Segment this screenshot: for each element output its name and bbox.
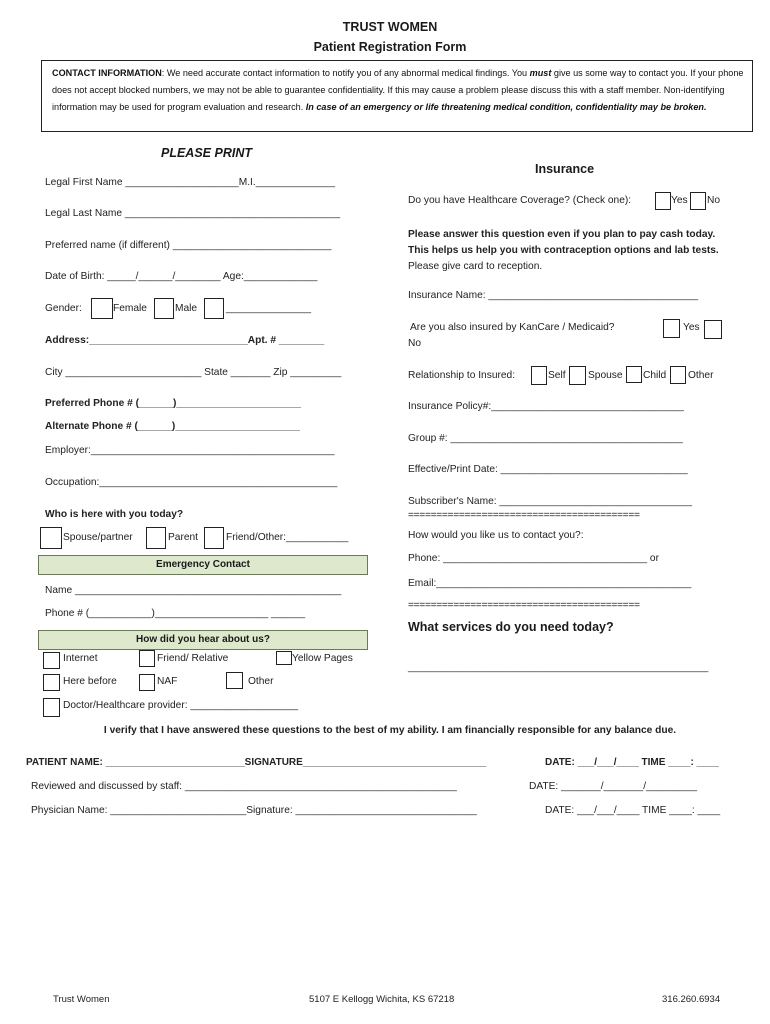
relationship-spouse-checkbox[interactable] [569, 366, 586, 385]
contact-preference-question: How would you like us to contact you?: [408, 530, 584, 541]
contact-information-notice [41, 60, 753, 132]
coverage-question: Do you have Healthcare Coverage? (Check one): [408, 195, 632, 206]
pay-cash-normal: Please give card to reception. [408, 261, 543, 272]
who-parent-checkbox[interactable] [146, 527, 166, 549]
kancare-yes-checkbox[interactable] [663, 319, 680, 338]
legal-first-name-field[interactable]: Legal First Name ____________________M.I.______________ [45, 177, 336, 188]
hear-doctor-field[interactable]: Doctor/Healthcare provider: ___________________ [63, 700, 299, 711]
relationship-other-label: Other [688, 370, 714, 381]
divider-1: ========================================= [408, 510, 640, 521]
coverage-yes-checkbox[interactable] [655, 192, 671, 210]
contact-phone-field[interactable]: Phone: ____________________________________ or [408, 553, 659, 564]
coverage-yes-label: Yes [671, 195, 688, 206]
hear-naf-checkbox[interactable] [139, 674, 155, 691]
gender-female-checkbox[interactable] [91, 298, 113, 319]
kancare-question: Are you also insured by KanCare / Medicaid? [410, 322, 615, 333]
physician-date-time-field[interactable]: DATE: ___/___/____ TIME ____: ____ [545, 805, 721, 816]
hear-friend-label: Friend/ Relative [157, 653, 229, 664]
notice-text-1: : We need accurate contact information to notify you of any abnormal medical findings. You [161, 68, 530, 78]
how-did-you-hear-bar: How did you hear about us? [38, 630, 368, 650]
hear-doctor-checkbox[interactable] [43, 698, 60, 717]
hear-internet-checkbox[interactable] [43, 652, 60, 669]
hear-other-label: Other [248, 676, 274, 687]
divider-2: ========================================= [408, 600, 640, 611]
notice-must: must [529, 68, 552, 78]
kancare-yes-label: Yes [683, 322, 700, 333]
notice-label: CONTACT INFORMATION [52, 68, 162, 78]
alternate-phone-field[interactable]: Alternate Phone # (______)______________________ [45, 421, 300, 432]
notice-emergency: In case of an emergency or life threatening medical condition, confidentiality may be broken. [305, 102, 707, 112]
legal-last-name-field[interactable]: Legal Last Name ______________________________________ [45, 208, 341, 219]
hear-other-checkbox[interactable] [226, 672, 243, 689]
relationship-spouse-label: Spouse [588, 370, 623, 381]
coverage-no-label: No [707, 195, 721, 206]
hear-yellow-pages-label: Yellow Pages [292, 653, 353, 664]
notice-text-2: give us some way to contact you. If your phone does not accept blocked numbers, we may not be able to guarantee confidentiality. If this may cause a problem please discuss this with a staff member. Non-identifying information may be used for program evaluation and research. [52, 68, 744, 112]
services-heading: What services do you need today? [408, 620, 614, 634]
gender-female-label: Female [113, 303, 147, 314]
kancare-no-checkbox[interactable] [704, 320, 722, 339]
emergency-contact-bar: Emergency Contact [38, 555, 368, 575]
contact-email-field[interactable]: Email:_____________________________________________ [408, 578, 692, 589]
emergency-phone-field[interactable]: Phone # (___________)____________________ ______ [45, 608, 306, 619]
date-of-birth-field[interactable]: Date of Birth: _____/______/________ Age:_____________ [45, 271, 318, 282]
who-spouse-checkbox[interactable] [40, 527, 62, 549]
patient-date-time-field[interactable]: DATE: ___/___/____ TIME ____: ____ [545, 757, 719, 768]
reviewed-by-staff-field[interactable]: Reviewed and discussed by staff: ________________________________________________ [31, 781, 457, 792]
please-print-heading: PLEASE PRINT [161, 146, 252, 160]
hear-naf-label: NAF [157, 676, 178, 687]
gender-male-label: Male [175, 303, 198, 314]
relationship-other-checkbox[interactable] [670, 366, 686, 384]
who-friend-field[interactable]: Friend/Other:___________ [226, 532, 349, 543]
occupation-field[interactable]: Occupation:__________________________________________ [45, 477, 338, 488]
physician-name-signature-field[interactable]: Physician Name: ________________________Signature: ________________________________ [31, 805, 477, 816]
gender-male-checkbox[interactable] [154, 298, 174, 319]
verification-statement: I verify that I have answered these questions to the best of my ability. I am financially responsible for any balance due. [103, 725, 677, 736]
pay-cash-bold: Please answer this question even if you plan to pay cash today. This helps us help you with contraception options and lab tests. [408, 229, 719, 256]
footer-address: 5107 E Kellogg Wichita, KS 67218 [309, 994, 455, 1005]
who-friend-checkbox[interactable] [204, 527, 224, 549]
effective-date-field[interactable]: Effective/Print Date: _________________________________ [408, 464, 688, 475]
relationship-child-label: Child [643, 370, 667, 381]
reviewed-date-field[interactable]: DATE: _______/_______/_________ [529, 781, 698, 792]
hear-internet-label: Internet [63, 653, 98, 664]
relationship-self-checkbox[interactable] [531, 366, 547, 385]
relationship-label: Relationship to Insured: [408, 370, 516, 381]
hear-before-label: Here before [63, 676, 117, 687]
footer-phone: 316.260.6934 [662, 994, 721, 1005]
form-subtitle: Patient Registration Form [313, 40, 467, 54]
kancare-no-label: No [408, 338, 422, 349]
insurance-name-field[interactable]: Insurance Name: _____________________________________ [408, 290, 699, 301]
hear-before-checkbox[interactable] [43, 674, 60, 691]
hear-yellow-pages-checkbox[interactable] [276, 651, 292, 665]
address-field[interactable]: Address:____________________________Apt. # ________ [45, 335, 325, 346]
relationship-self-label: Self [548, 370, 566, 381]
who-parent-label: Parent [168, 532, 199, 543]
group-number-field[interactable]: Group #: _________________________________________ [408, 433, 683, 444]
gender-label: Gender: [45, 303, 82, 314]
patient-name-signature-field[interactable]: PATIENT NAME: _________________________SIGNATURE_________________________________ [26, 757, 487, 768]
city-state-zip-field[interactable]: City ________________________ State _______ Zip _________ [45, 367, 342, 378]
insurance-policy-field[interactable]: Insurance Policy#:__________________________________ [408, 401, 684, 412]
preferred-phone-field[interactable]: Preferred Phone # (______)______________________ [45, 398, 302, 409]
gender-other-checkbox[interactable] [204, 298, 224, 319]
preferred-name-field[interactable]: Preferred name (if different) ____________________________ [45, 240, 332, 251]
who-spouse-label: Spouse/partner [63, 532, 133, 543]
relationship-child-checkbox[interactable] [626, 366, 642, 383]
who-here-heading: Who is here with you today? [45, 509, 184, 520]
emergency-name-field[interactable]: Name _______________________________________________ [45, 585, 342, 596]
form-title: TRUST WOMEN [342, 20, 438, 34]
pay-cash-instructions [408, 227, 728, 275]
hear-friend-checkbox[interactable] [139, 650, 155, 667]
services-field[interactable]: _____________________________________________________ [408, 662, 709, 673]
employer-field[interactable]: Employer:___________________________________________ [45, 445, 335, 456]
coverage-no-checkbox[interactable] [690, 192, 706, 210]
gender-other-field[interactable]: _______________ [226, 303, 311, 314]
insurance-heading: Insurance [535, 162, 595, 176]
subscriber-name-field[interactable]: Subscriber's Name: __________________________________ [408, 496, 693, 507]
footer-organization: Trust Women [53, 994, 110, 1005]
